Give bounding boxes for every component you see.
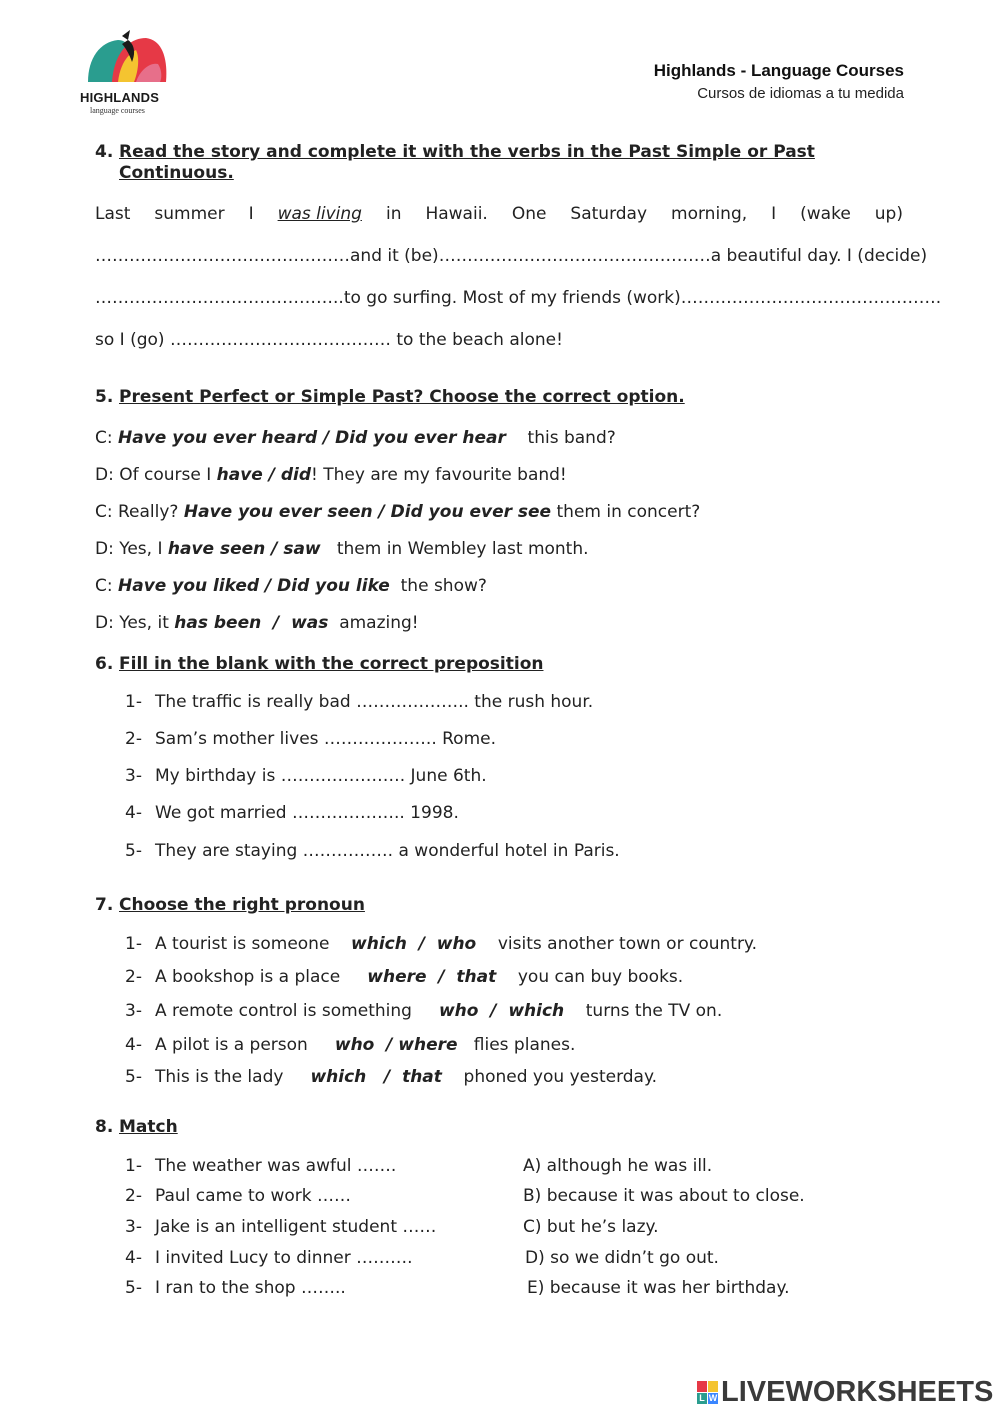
item-text: Jake is an intelligent student …… xyxy=(155,1217,437,1237)
section-6-title xyxy=(95,654,543,674)
match-right-item[interactable]: B) because it was about to close. xyxy=(523,1186,805,1206)
word: summer xyxy=(154,204,225,224)
item-number: 5- xyxy=(125,1067,142,1087)
option-choice[interactable]: has been / was xyxy=(174,613,329,633)
list-item xyxy=(125,766,487,786)
list-item xyxy=(125,729,496,749)
match-left-item[interactable] xyxy=(125,1217,436,1237)
section-number: 8. xyxy=(95,1117,114,1137)
blank-work[interactable]: ………………………………………. xyxy=(680,288,942,308)
story-text: so I (go) xyxy=(95,330,165,350)
item-number: 1- xyxy=(125,1156,142,1176)
item-text: A remote control is something xyxy=(155,1001,412,1021)
word: Saturday xyxy=(570,204,648,224)
speaker-text: C: xyxy=(95,428,119,448)
item-text: I ran to the shop …….. xyxy=(155,1278,346,1298)
word: up) xyxy=(874,204,903,224)
item-text: I invited Lucy to dinner ………. xyxy=(155,1248,413,1268)
dialogue-line xyxy=(95,465,567,485)
section-4-heading: Read the story and complete it with the verbs in the Past Simple or Past xyxy=(119,142,815,162)
match-right-item[interactable]: A) although he was ill. xyxy=(523,1156,713,1176)
story-text: and it (be) xyxy=(350,246,439,266)
section-8-title xyxy=(95,1117,178,1137)
section-6-heading: Fill in the blank with the correct preposition xyxy=(119,654,544,674)
blank-wake-up[interactable]: ……………………………………… xyxy=(95,246,350,266)
dialogue-line xyxy=(95,428,616,448)
liveworksheets-logo xyxy=(697,1376,997,1412)
item-number: 2- xyxy=(125,729,142,749)
item-number: 4- xyxy=(125,1248,142,1268)
list-item xyxy=(125,1035,575,1055)
item-text: The weather was awful ……. xyxy=(155,1156,397,1176)
item-number: 1- xyxy=(125,692,142,712)
item-number: 3- xyxy=(125,1217,142,1237)
section-5-heading: Present Perfect or Simple Past? Choose the correct option. xyxy=(119,387,685,407)
item-text: turns the TV on. xyxy=(585,1001,723,1021)
list-item xyxy=(125,1001,722,1021)
match-right-item[interactable]: E) because it was her birthday. xyxy=(527,1278,790,1298)
list-item xyxy=(125,934,757,954)
item-number: 4- xyxy=(125,1035,142,1055)
match-left-item[interactable] xyxy=(125,1278,346,1298)
section-5-title xyxy=(95,387,685,407)
list-item xyxy=(125,803,459,823)
item-text: visits another town or country. xyxy=(497,934,757,954)
item-text[interactable]: The traffic is really bad ……………….. the rush hour. xyxy=(155,692,594,712)
option-choice[interactable]: Have you ever heard / Did you ever hear xyxy=(118,428,506,448)
list-item xyxy=(125,1067,657,1087)
item-text: A bookshop is a place xyxy=(155,967,341,987)
item-number: 3- xyxy=(125,766,142,786)
item-number: 3- xyxy=(125,1001,142,1021)
item-text: Paul came to work …… xyxy=(155,1186,352,1206)
word: in xyxy=(385,204,402,224)
highlands-logo xyxy=(78,28,178,118)
section-number: 6. xyxy=(95,654,114,674)
match-right-item[interactable]: C) but he’s lazy. xyxy=(523,1217,659,1237)
dialogue-line xyxy=(95,539,589,559)
dialogue-line xyxy=(95,613,419,633)
section-4-title-cont xyxy=(119,163,234,183)
word: One xyxy=(511,204,547,224)
word: morning, xyxy=(671,204,748,224)
word: Hawaii. xyxy=(425,204,488,224)
story-line-3 xyxy=(95,288,942,308)
story-text: a beautiful day. I (decide) xyxy=(710,246,928,266)
story-line-2 xyxy=(95,246,928,266)
item-text[interactable]: They are staying ……………. a wonderful hotel in Paris. xyxy=(155,841,620,861)
speaker-text: D: Of course I xyxy=(95,465,217,485)
list-item xyxy=(125,692,593,712)
word: I xyxy=(248,204,254,224)
dialogue-text: ! They are my favourite band! xyxy=(311,465,567,485)
item-number: 2- xyxy=(125,1186,142,1206)
word: Last xyxy=(95,204,131,224)
list-item xyxy=(125,967,683,987)
badge-letter: L xyxy=(697,1393,707,1404)
item-text[interactable]: We got married ……………….. 1998. xyxy=(155,803,459,823)
section-4-heading-cont: Continuous. xyxy=(119,163,234,183)
item-number: 5- xyxy=(125,841,142,861)
blank-decide[interactable]: …………………………………….. xyxy=(95,288,344,308)
section-4-title xyxy=(95,142,915,162)
item-text: A tourist is someone xyxy=(155,934,330,954)
option-choice[interactable]: which / that xyxy=(310,1067,442,1087)
blank-be[interactable]: ………………………………………… xyxy=(438,246,711,266)
item-number: 2- xyxy=(125,967,142,987)
dialogue-text: them in Wembley last month. xyxy=(336,539,589,559)
logo-name: HIGHLANDS xyxy=(80,90,160,105)
story-line-1 xyxy=(95,204,903,224)
story-line-4 xyxy=(95,330,563,350)
item-text[interactable]: Sam’s mother lives ……………….. Rome. xyxy=(155,729,496,749)
section-7-title xyxy=(95,895,365,915)
word: I xyxy=(771,204,777,224)
match-left-item[interactable] xyxy=(125,1186,351,1206)
story-text: to go surfing. Most of my friends (work) xyxy=(343,288,681,308)
liveworksheets-badge-icon xyxy=(697,1381,719,1405)
dialogue-text: the show? xyxy=(400,576,487,596)
header-title: Highlands - Language Courses xyxy=(653,61,904,80)
option-choice[interactable]: Have you ever seen / Did you ever see xyxy=(183,502,552,522)
item-text: This is the lady xyxy=(155,1067,284,1087)
badge-letter: W xyxy=(708,1393,718,1403)
speaker-text: C: Really? xyxy=(95,502,184,522)
item-text: phoned you yesterday. xyxy=(463,1067,658,1087)
option-choice[interactable]: Have you liked / Did you like xyxy=(118,576,390,596)
section-8-heading: Match xyxy=(119,1117,178,1137)
match-right-item[interactable]: D) so we didn’t go out. xyxy=(525,1248,719,1268)
match-left-item[interactable] xyxy=(125,1156,396,1176)
list-item xyxy=(125,841,620,861)
match-left-item[interactable] xyxy=(125,1248,413,1268)
option-choice[interactable]: who / which xyxy=(438,1001,565,1021)
blank-go[interactable]: ………………………………… xyxy=(169,330,391,350)
dialogue-text: this band? xyxy=(527,428,616,448)
option-choice[interactable]: have / did xyxy=(216,465,312,485)
logo-tagline: language courses xyxy=(90,106,145,115)
item-text: you can buy books. xyxy=(517,967,684,987)
item-text: flies planes. xyxy=(473,1035,576,1055)
item-text: A pilot is a person xyxy=(155,1035,308,1055)
item-text[interactable]: My birthday is …………………. June 6th. xyxy=(155,766,487,786)
section-number: 7. xyxy=(95,895,114,915)
header-subtitle: Cursos de idiomas a tu medida xyxy=(697,85,904,102)
section-number: 4. xyxy=(95,142,114,162)
section-number: 5. xyxy=(95,387,114,407)
liveworksheets-brand: LIVEWORKSHEETS xyxy=(721,1376,994,1408)
word: (wake xyxy=(800,204,851,224)
item-number: 4- xyxy=(125,803,142,823)
section-7-heading: Choose the right pronoun xyxy=(119,895,365,915)
item-number: 1- xyxy=(125,934,142,954)
story-text: to the beach alone! xyxy=(396,330,563,350)
dialogue-text: amazing! xyxy=(339,613,419,633)
speaker-text: C: xyxy=(95,576,119,596)
speaker-text: D: Yes, I xyxy=(95,539,168,559)
speaker-text: D: Yes, it xyxy=(95,613,175,633)
option-choice[interactable]: have seen / saw xyxy=(167,539,321,559)
dialogue-text: them in concert? xyxy=(556,502,701,522)
option-choice[interactable]: where / that xyxy=(367,967,497,987)
option-choice[interactable]: who / where xyxy=(334,1035,458,1055)
item-number: 5- xyxy=(125,1278,142,1298)
example-answer: was living xyxy=(277,204,362,224)
dialogue-line xyxy=(95,576,487,596)
dialogue-line xyxy=(95,502,700,522)
highlands-logo-icon xyxy=(78,28,178,88)
option-choice[interactable]: which / who xyxy=(351,934,477,954)
